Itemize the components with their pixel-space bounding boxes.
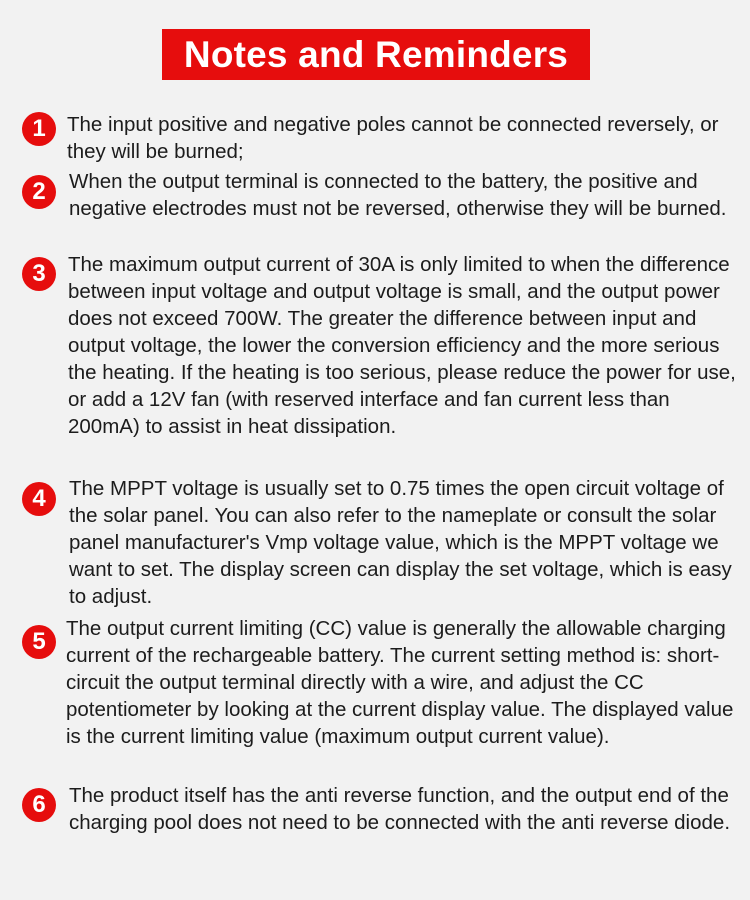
note-text: The maximum output current of 30A is only limited to when the difference between input voltage and output voltage is small, and the output power does not exceed 700W. The greater the difference between input and output voltage, the lower the conversion efficiency and the more serious the heating. If the heating is too serious, please reduce the power for use, or add a 12V fan (with reserved interface and fan current less than 200mA) to assist in heat dissipation. [68, 253, 736, 438]
note-number-badge: 4 [22, 482, 56, 516]
title-banner [162, 29, 590, 80]
page-title: Notes and Reminders [183, 33, 569, 75]
note-number-badge: 1 [22, 112, 56, 146]
note-number-badge: 3 [22, 257, 56, 291]
note-number-badge: 5 [22, 625, 56, 659]
note-number-badge: 2 [22, 175, 56, 209]
note-text: The input positive and negative poles cannot be connected reversely, or they will be burned; [67, 113, 719, 163]
note-number-badge: 6 [22, 788, 56, 822]
note-text: The product itself has the anti reverse function, and the output end of the charging pool does not need to be connected with the anti reverse diode. [69, 784, 731, 834]
note-text: The MPPT voltage is usually set to 0.75 times the open circuit voltage of the solar panel. You can also refer to the nameplate or consult the solar panel manufacturer's Vmp voltage value, which is the MPPT voltage we want to set. The display screen can display the set voltage, which is easy to adjust. [69, 477, 732, 608]
note-text: When the output terminal is connected to the battery, the positive and negative electrodes must not be reversed, otherwise they will be burned. [69, 170, 727, 220]
note-text: The output current limiting (CC) value is generally the allowable charging current of the rechargeable battery. The current setting method is: short-circuit the output terminal directly with a wire, and adjust the CC potentiometer by looking at the current display value. The displayed value is the current limiting value (maximum output current value). [66, 617, 734, 748]
